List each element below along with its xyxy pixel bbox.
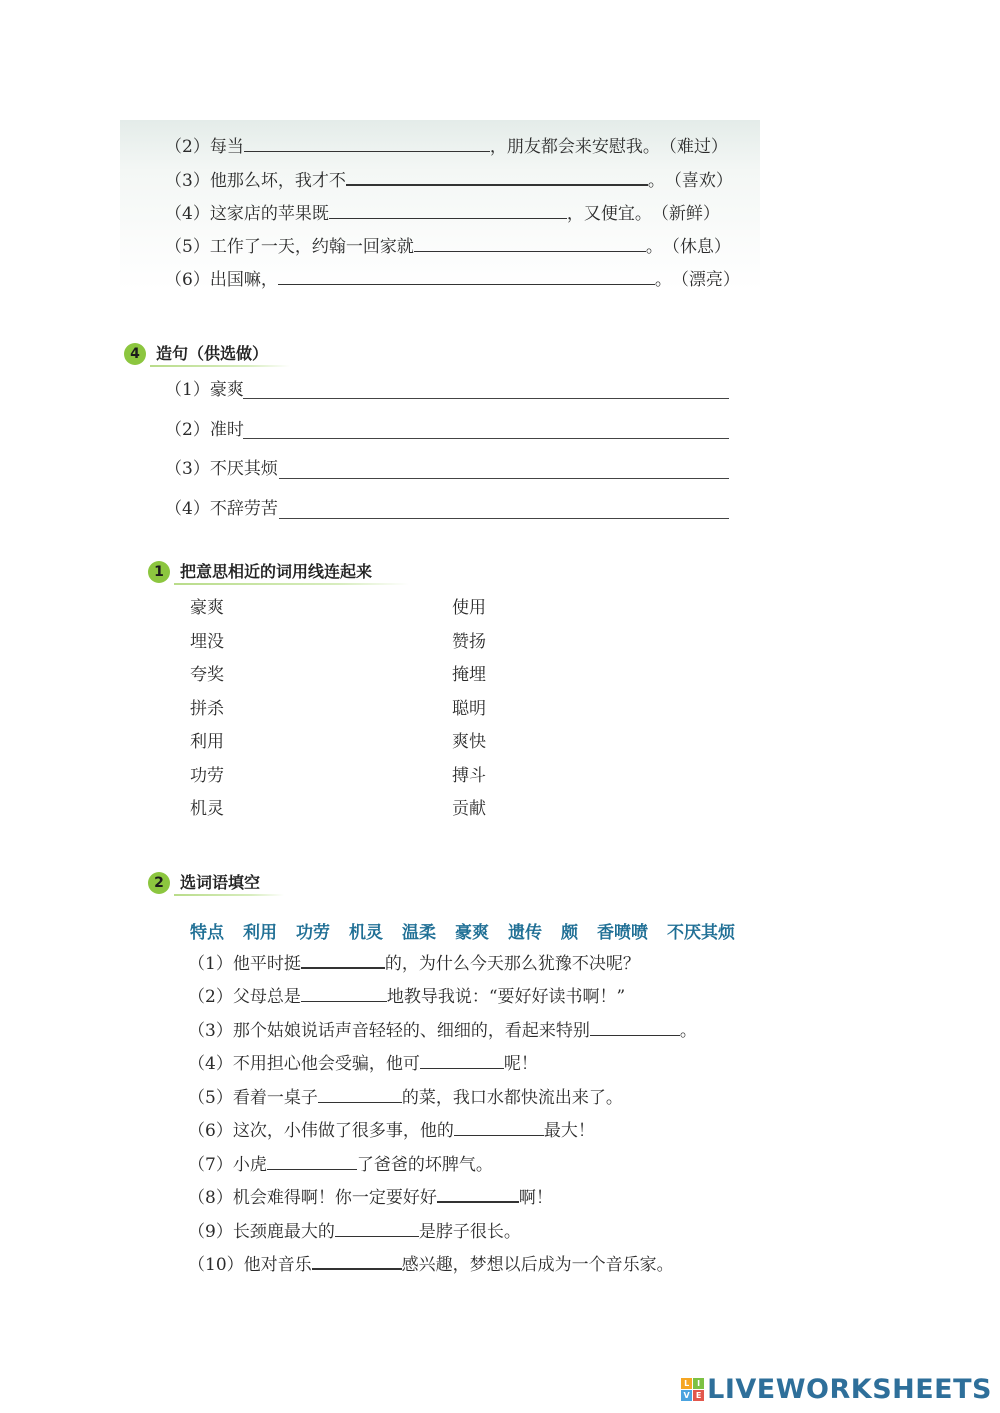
item-text-after: 。: [645, 237, 663, 257]
section-title-underline: [150, 365, 290, 367]
word-bank-item: 温柔: [402, 923, 436, 943]
section-title: 选词语填空: [180, 873, 261, 892]
s2-item-3: [188, 1020, 697, 1042]
logo-letter: I: [693, 1378, 704, 1389]
s4-item: [165, 379, 244, 401]
answer-blank[interactable]: [267, 1155, 357, 1170]
item-text-before: 那个姑娘说话声音轻轻的、细细的，看起来特别: [232, 1021, 590, 1041]
item-text-after: 了爸爸的坏脾气。: [356, 1155, 493, 1175]
match-right-word[interactable]: 聪明: [452, 699, 486, 719]
word-bank-item: 功劳: [296, 923, 330, 943]
answer-blank[interactable]: [312, 1254, 402, 1270]
item-text-before: 这次，小伟做了很多事，他的: [232, 1121, 454, 1141]
s2-item-6: [188, 1120, 595, 1142]
word-bank-item: 颇: [561, 923, 578, 943]
word-bank-item: 机灵: [349, 923, 383, 943]
match-right-word[interactable]: 搏斗: [452, 766, 486, 786]
item-text-before: 工作了一天，约翰一回家就: [209, 237, 414, 257]
word-bank-item: 不厌其烦: [667, 923, 735, 943]
item-number: （3）: [165, 171, 210, 191]
answer-blank[interactable]: [335, 1222, 419, 1237]
item-text-before: 这家店的苹果既: [209, 204, 329, 224]
section-number-badge: 1: [148, 561, 170, 583]
item-number: （2）: [165, 420, 210, 440]
item-text-after: 的，为什么今天那么犹豫不决呢？: [384, 954, 640, 974]
item-text-before: 小虎: [232, 1155, 267, 1175]
s2-item-1: [188, 953, 640, 975]
item-number: （6）: [165, 270, 210, 290]
answer-blank[interactable]: [318, 1088, 402, 1103]
answer-blank[interactable]: [346, 170, 648, 186]
s2-item-2: [188, 986, 625, 1008]
item-text-before: 父母总是: [232, 987, 301, 1007]
ex3-item-4: [165, 203, 720, 225]
word-bank: [190, 918, 735, 943]
item-number: （1）: [188, 954, 233, 974]
item-text-after: 。: [679, 1021, 697, 1041]
item-text-after: 是脖子很长。: [418, 1222, 521, 1242]
s4-item: [165, 419, 244, 441]
item-hint: （休息）: [662, 237, 731, 257]
logo-text: LIVEWORKSHEETS: [707, 1374, 992, 1405]
match-left-word[interactable]: 机灵: [190, 799, 224, 819]
item-text-after: 最大！: [543, 1121, 595, 1141]
answer-blank[interactable]: [278, 270, 655, 285]
item-text-before: 他平时挺: [232, 954, 301, 974]
word-bank-item: 遗传: [508, 923, 542, 943]
item-number: （3）: [165, 459, 210, 479]
logo-mark-icon: [681, 1378, 704, 1401]
match-right-word[interactable]: 使用: [452, 598, 486, 618]
s4-item: [165, 458, 278, 480]
item-text-before: 出国嘛，: [209, 270, 278, 290]
item-number: （9）: [188, 1222, 233, 1242]
ex3-item-6: [165, 269, 740, 291]
answer-blank[interactable]: [244, 137, 490, 152]
match-left-word[interactable]: 埋没: [190, 632, 224, 652]
item-number: （4）: [188, 1054, 233, 1074]
s2-item-5: [188, 1087, 623, 1109]
match-right-word[interactable]: 掩埋: [452, 665, 486, 685]
item-number: （3）: [188, 1021, 233, 1041]
section-number-badge: 2: [148, 872, 170, 894]
item-text-before: 机会难得啊！你一定要好好: [232, 1188, 437, 1208]
s2-item-4: [188, 1053, 538, 1075]
section-number-badge: 4: [124, 343, 146, 365]
section-title: 造句（供选做）: [156, 344, 269, 363]
logo-letter: E: [693, 1390, 704, 1401]
section4-header: [124, 341, 268, 367]
sentence-writing-line[interactable]: [279, 518, 729, 519]
s2-item-10: [188, 1254, 674, 1276]
answer-blank[interactable]: [590, 1021, 680, 1036]
item-text-after: 。: [647, 171, 665, 191]
answer-blank[interactable]: [437, 1187, 519, 1203]
item-text-after: ，又便宜。: [566, 204, 652, 224]
item-text-after: 。: [654, 270, 672, 290]
word-bank-item: 利用: [243, 923, 277, 943]
item-text-after: 呢！: [503, 1054, 538, 1074]
item-word: 不厌其烦: [209, 459, 278, 479]
item-text-before: 长颈鹿最大的: [232, 1222, 335, 1242]
word-bank-item: 豪爽: [455, 923, 489, 943]
item-number: （7）: [188, 1155, 233, 1175]
match-left-word[interactable]: 利用: [190, 732, 224, 752]
sentence-writing-line[interactable]: [279, 478, 729, 479]
answer-blank[interactable]: [454, 1121, 544, 1136]
item-word: 豪爽: [209, 380, 244, 400]
item-number: （4）: [165, 499, 210, 519]
match-left-word[interactable]: 拼杀: [190, 699, 224, 719]
ex3-item-2: [165, 136, 728, 158]
sentence-writing-line[interactable]: [243, 438, 729, 439]
item-text-before: 不用担心他会受骗，他可: [232, 1054, 420, 1074]
match-right-word[interactable]: 赞扬: [452, 632, 486, 652]
section2-header: [148, 870, 260, 896]
sentence-writing-line[interactable]: [243, 398, 729, 399]
word-bank-item: 特点: [190, 923, 224, 943]
section-title-underline: [174, 894, 284, 896]
match-left-word[interactable]: 豪爽: [190, 598, 224, 618]
section1-header: [148, 559, 372, 585]
item-number: （10）: [188, 1255, 244, 1275]
item-text-after: 的菜，我口水都快流出来了。: [401, 1088, 623, 1108]
item-number: （4）: [165, 204, 210, 224]
item-number: （8）: [188, 1188, 233, 1208]
item-number: （5）: [165, 237, 210, 257]
item-hint: （难过）: [659, 137, 728, 157]
answer-blank[interactable]: [329, 204, 567, 219]
answer-blank[interactable]: [301, 953, 385, 969]
s2-item-7: [188, 1154, 493, 1176]
section-title-underline: [174, 583, 409, 585]
item-hint: （喜欢）: [664, 171, 733, 191]
match-left-word[interactable]: 夸奖: [190, 665, 224, 685]
section-title: 把意思相近的词用线连起来: [180, 562, 373, 581]
liveworksheets-logo[interactable]: [681, 1374, 992, 1405]
item-text-before: 他那么坏，我才不: [209, 171, 346, 191]
item-number: （1）: [165, 380, 210, 400]
ex3-item-5: [165, 236, 731, 258]
item-text-before: 他对音乐: [243, 1255, 312, 1275]
item-text-after: 啊！: [518, 1188, 553, 1208]
s2-item-8: [188, 1187, 553, 1209]
item-number: （6）: [188, 1121, 233, 1141]
match-left-word[interactable]: 功劳: [190, 766, 224, 786]
item-text-after: 地教导我说：“要好好读书啊！”: [386, 987, 626, 1007]
item-text-after: ，朋友都会来安慰我。: [489, 137, 660, 157]
item-text-after: 感兴趣，梦想以后成为一个音乐家。: [401, 1255, 674, 1275]
ex3-item-3: [165, 170, 733, 192]
item-number: （2）: [165, 137, 210, 157]
s4-item: [165, 498, 278, 520]
item-word: 不辞劳苦: [209, 499, 278, 519]
s2-item-9: [188, 1221, 521, 1243]
match-right-word[interactable]: 爽快: [452, 732, 486, 752]
item-word: 准时: [209, 420, 244, 440]
logo-letter: L: [681, 1378, 692, 1389]
answer-blank[interactable]: [301, 987, 387, 1002]
answer-blank[interactable]: [420, 1054, 504, 1069]
item-text-before: 看着一桌子: [232, 1088, 318, 1108]
item-hint: （新鲜）: [651, 204, 720, 224]
item-number: （5）: [188, 1088, 233, 1108]
answer-blank[interactable]: [414, 237, 646, 252]
item-hint: （漂亮）: [671, 270, 740, 290]
item-number: （2）: [188, 987, 233, 1007]
item-text-before: 每当: [209, 137, 244, 157]
logo-letter: V: [681, 1390, 692, 1401]
word-bank-item: 香喷喷: [597, 923, 648, 943]
match-right-word[interactable]: 贡献: [452, 799, 486, 819]
